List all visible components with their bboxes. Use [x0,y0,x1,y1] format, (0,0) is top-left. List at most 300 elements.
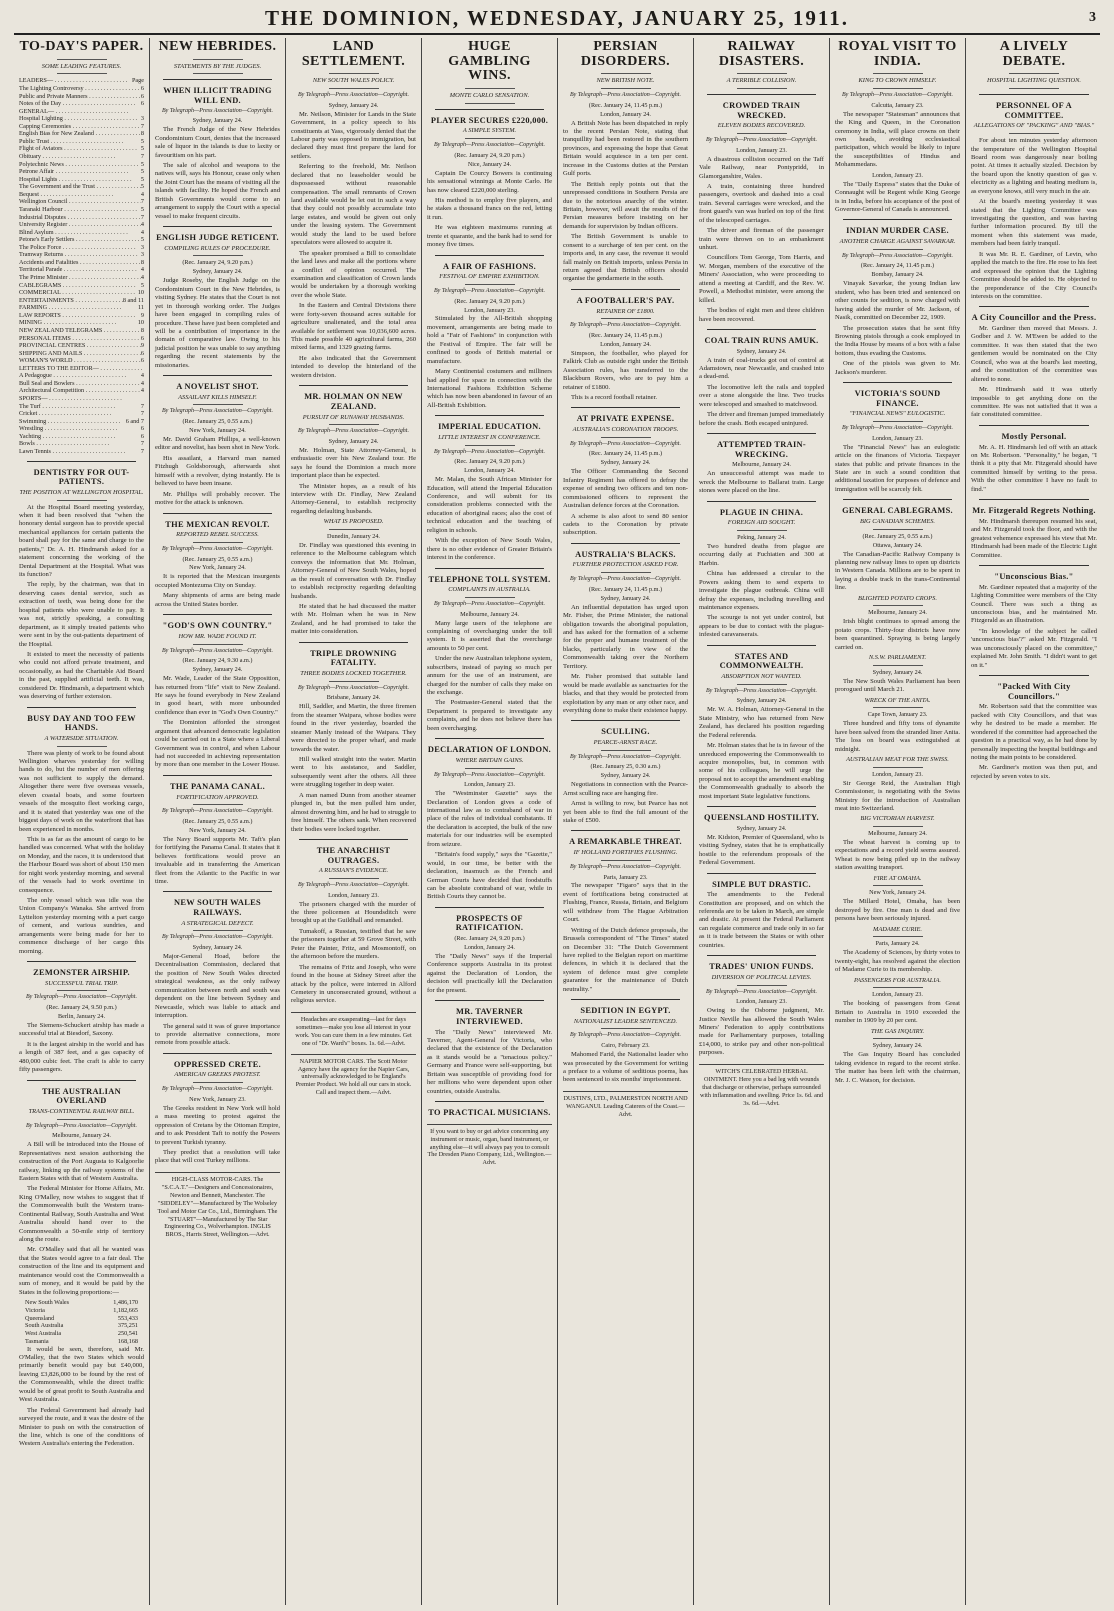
article-dateline: London, January 23. [872,171,923,179]
index-page: 5 [140,183,144,191]
article-byline: By Telegraph—Press Association—Copyright. [298,92,409,99]
index-label: Flight of Aviators . . . [19,145,141,153]
article-paragraph: The locomotive left the rails and toppled over a stone alongside the line. Two trucks were telescoped and smashed to matchwood. [699,383,824,408]
index-page: 7 [140,122,144,130]
article-headline: BUSY DAY AND TOO FEW HANDS. [27,713,136,733]
index-page: 7 [140,153,144,160]
index-label: Architectural Competition . . . [19,387,141,395]
article-subheadline: KING TO CROWN HIMSELF. [858,77,937,85]
article-paragraph: The New South Wales Parliament has been prorogued until March 21. [835,677,960,694]
index-label: Cricket . . . [19,410,141,418]
index-row [19,221,144,229]
article-dateline: London, January 24. [464,467,515,475]
article-subheadline: PURSUIT OF RUNAWAY HUSBANDS. [302,413,405,421]
article-dateline: Sydney, January 24. [192,944,243,952]
article-paragraph: At the Hospital Board meeting yesterday, when it had been resolved that "when the honorary dental surgeon has to provide special mechanical appliances for certain patients the board shall pay for the same and charge to the patients," Dr. A. H. Hindmarsh asked for a statement concerning the working of the Dental Department at the Hospital. What was its function? [19,503,144,578]
article-dateline: London, January 24. [600,340,651,348]
article-paragraph: The driver and fireman of the passenger train were thrown on to an embankment unhurt. [699,227,824,252]
article-dateline: Sydney, January 24. [600,459,651,467]
article-headline: SIMPLE BUT DRASTIC. [712,879,811,889]
article-paragraph: It was Mr. R. E. Gardiner, of Levin, who applied the match to the fire. He rose to his feet and expressed the opinion that the Lighting Committee should be added to. He objected to the preponderance of the City Council's interests on the committee. [971,250,1097,300]
article-subheadline: AUSTRALIA'S CORONATION TROOPS. [572,426,679,434]
article-dateline: (Rec. January 24, 11.45 p.m.) [588,101,663,109]
subhead-rule [329,681,379,682]
article-headline: GENERAL CABLEGRAMS. [842,506,953,516]
article-paragraph: They predict that a resolution will take place that will cost Turkey millions. [155,1148,280,1165]
article-dateline: (Rec. January 24, 9.20 p.m.) [182,259,253,267]
index-row [19,259,144,267]
article-headline: A REMARKABLE THREAT. [569,837,682,847]
article-subheadline: NEW BRITISH NOTE. [596,77,655,85]
column-headline: A LIVELY DEBATE. [999,39,1069,69]
index-page: 6 [140,357,144,365]
article-paragraph: Sir George Reid, the Australian High Commissioner, is negotiating with the Swiss Ministry for the introduction of Australian meat into Switzerland. [835,779,960,812]
table-value: 375,251 [117,1322,138,1330]
subhead-rule [193,644,243,645]
article-dateline: London, January 23. [872,770,923,778]
article-headline: PLAYER SECURES £220,000. [430,115,549,125]
section-rule [27,461,136,462]
headline-rule [193,59,243,60]
index-row [19,380,144,388]
article-paragraph: An unsuccessful attempt was made to wreck the Melbourne to Ballarat train. Large stones were placed on the line. [699,470,824,495]
index-row [19,274,144,282]
index-label: Yachting . . . [19,433,141,441]
article-paragraph: Under the new Australian telephone system, subscribers, instead of paying so much per annum for the use of an instrument, are charged for the number of calls they make on the exchange. [427,655,552,696]
section-rule [571,999,680,1000]
index-label: Lawn Tennis . . . [19,448,141,456]
index-page: 5 [140,236,144,244]
subhead-rule [737,985,787,986]
article-paragraph: The general said it was of grave importance to provide alternative connections, more remote from possible attack. [155,1022,280,1047]
subhead-rule [57,73,107,74]
article-paragraph: Arnst is willing to row, but Pearce has not yet been able to find the full amount of the stake of £500. [563,800,688,825]
subhead-rule [193,930,243,931]
article-dateline: Paris, January 24. [875,940,920,948]
article-paragraph: A scheme is also afoot to send 80 senior cadets to the Coronation by private subscription. [563,512,688,537]
article-paragraph: "In knowledge of the subject he called 'unconscious bias'?" asked Mr. Fitzgerald. "I was unconsciously placed on the committee," explained Mr. John Smith. "I didn't want to get on it." [971,627,1097,669]
subhead-rule [193,255,243,256]
article-headline: Mr. Fitzgerald Regrets Nothing. [972,506,1096,516]
section-rule [843,382,952,383]
article-byline: By Telegraph—Press Association—Copyright. [570,322,681,329]
article-headline: SEDITION IN EGYPT. [580,1006,671,1016]
article-headline: ENGLISH JUDGE RETICENT. [156,233,279,243]
index-page: 7 [140,440,144,448]
article-headline: INDIAN MURDER CASE. [846,226,949,236]
article-byline: By Telegraph—Press Association—Copyright. [162,647,273,654]
article-dateline: (Rec. January 24, 9.20 p.m.) [454,297,525,305]
article-dateline: Melbourne, January 24. [868,830,927,838]
index-page: 8 [140,258,144,266]
article-paragraph: The Canadian-Pacific Railway Company is planning new railway lines to open up districts in Western Canada. Millions are to be spent in laying a double track in the trans-Continental line. [835,550,960,592]
article-paragraph: A train of coal-trucks got out of control at Adamstown, near Newcastle, and crashed into a dead-end. [699,356,824,381]
article-subheadline: N.S.W. PARLIAMENT. [868,654,927,662]
subhead-rule [57,990,107,991]
index-row [19,418,144,426]
article-subheadline: ANOTHER CHARGE AGAINST SAVARKAR. [839,238,956,246]
article-dateline: London, January 24. [600,110,651,118]
index-label: Hospital Lighting . . . [19,115,141,123]
article-dateline: Berlin, January 24. [57,1013,106,1021]
subhead-rule [601,750,651,751]
article-paragraph: The prosecution states that he sent fifty Browning pistols through a cook employed in the India House by means of a box with a false bottom, thus evading the Customs. [835,324,960,357]
article-dateline: Calcutta, January 23. [871,101,924,109]
index-row [19,176,144,184]
index-label: The Lighting Controversy . . . [19,85,141,93]
article-subheadline: COMPLAINTS IN AUSTRALIA. [448,586,531,594]
article-paragraph: For about ten minutes yesterday afternoon the temperature of the Wellington Hospital Board room was dangerously near boiling point. At times it actually sizzled. Decision by the board upon the knotty question of gas v. electricity as a lighting and heating medium is, as everyone knows, still very much in the air. [971,137,1097,195]
article-headline: DECLARATION OF LONDON. [427,745,552,755]
article-dateline: (Rec. January 24, 9.20 p.m.) [454,458,525,466]
article-paragraph: Referring to the freehold, Mr. Neilson declared that no leaseholder would be dispossessed without reasonable compensation. The small remnants of Crown land available would be let out in such a way that they could not possibly accumulate into large estates, and would be given out only under the leasing system. The Government would study the land to be used before speculators were allowed to acquire it. [291,163,416,247]
index-row [19,229,144,237]
index-page: 8 [140,130,144,138]
article-dateline: London, January 23. [736,146,787,154]
article-paragraph: The only vessel which was idle was the Union Company's Wanaka. She arrived from Lyttelton yesterday morning with a part cargo of cement, and various sundries, and arrangements were being made for her to commence discharge of her cargo this morning. [19,897,144,955]
index-label: Obituary . . . [19,153,141,161]
index-page: 8 and 11 [122,296,144,304]
article-byline: By Telegraph—Press Association—Copyright. [26,994,137,1001]
index-page: 6 [140,100,144,108]
subhead-rule [601,860,651,861]
article-headline: NEW SOUTH WALES RAILWAYS. [173,898,262,918]
index-label: Hospital Lights . . . [19,176,141,184]
index-page: 6 and 7 [125,417,144,425]
article-paragraph: Judge Roseby, the English Judge on the Condominium Court in the New Hebrides, is visiting Sydney. He states that the Court is not yet in thorough working order. The Judges have been engaged in compiling rules of procedure. These have just been completed and will be a contribution of importance in the domain of comparative law. Owing to his judicial position he was unable to say anything regarding the recent statements by the missionaries. [155,277,280,369]
index-label: Capping Ceremonies . . . [19,123,141,131]
article-dateline: Cape Town, January 23. [867,711,928,719]
subhead-rule [873,885,923,886]
article-dateline: London, January 24. [464,944,515,952]
index-label: MINING . . . [19,319,138,327]
article-paragraph: "Britain's food supply," says the "Gazette," would, in our time, be better with the declaration, inasmuch as the French and German Courts have decided that foodstuffs can be absolute contraband of war, while in British Courts they cannot be. [427,851,552,901]
article-dateline: New York, January 24. [869,889,926,897]
index-label: Polytechnic News . . . [19,161,141,169]
article-paragraph: Mr. Hindmarsh thereupon resumed his seat, and Mr. Fitzgerald took the floor, and with the greatest vehemence expressed his view that Mr. Hindmarsh had been made of the Electric Light Committee. [971,517,1097,559]
article-paragraph: Many shipments of arms are being made across the United States border. [155,592,280,608]
subhead-rule [873,936,923,937]
advertisement: HIGH-CLASS MOTOR-CARS. The "S.C.A.T."—Designers and Concessionaires, Newton and Bennett, Manchester. The "SIDDELEY"—Manufactured by The Wolseley Tool and Motor Car Co., Ltd., Birmingham. The "STUART"—Manufactured by The Star Engineering Co., Wolverhampton. INGLIS BROS., Harris Street, Wellington.—Advt. [155,1172,280,1240]
index-label: The Police Force . . . [19,244,141,252]
index-label: Bequest . . . [19,191,141,199]
article-paragraph: Major-General Hoad, before the Decentralisation Commission, declared that the position of New South Wales directed strategical weakness, as the only railway communication between north and south was dependent on the line between Sydney and Newcastle, which was liable to attack and interruption. [155,953,280,1020]
article-paragraph: The "Financial News" has an eulogistic article on the finances of Victoria. Taxpayer states that public and private finances in the State are in such a sound condition that additional taxation for purposes of defence and immigration will be scarcely felt. [835,443,960,493]
article-paragraph: The French Judge of the New Hebrides Condominium Court, denies that the increased sale of liquor in the islands is due to laxity or favouritism on his part. [155,126,280,159]
article-headline: TO PRACTICAL MUSICIANS. [428,1108,551,1118]
section-rule [707,873,816,874]
index-page: 7 [140,410,144,418]
article-subheadline: LITTLE INTEREST IN CONFERENCE. [438,433,541,441]
section-rule [435,1101,544,1102]
article-paragraph: One of the pistols was given to Mr. Jackson's murderer. [835,360,960,376]
index-page: 7 [140,447,144,455]
index-label: PROVINCIAL CENTRES . . . [19,342,141,350]
index-row [19,312,144,320]
article-byline: By Telegraph—Press Association—Copyright. [434,142,545,149]
article-subheadline: DIVERSION OF POLITICAL LEVIES. [711,973,812,981]
subhead-rule [57,1119,107,1120]
article-subheadline: WRECK OF THE ANITA. [864,696,931,704]
article-dateline: Brisbane, January 24. [326,694,381,702]
section-rule [979,675,1089,676]
article-byline: By Telegraph—Press Association—Copyright. [706,137,817,144]
article-subheadline: WHERE BRITAIN GAINS. [455,756,524,764]
section-rule [299,385,408,386]
article-subheadline: BLIGHTED POTATO CROPS. [858,594,937,602]
article-dateline: (Rec. January 25, 0.55 a.m.) [182,555,253,563]
article-subheadline: FOREIGN AID SOUGHT. [727,519,796,527]
index-page: 4 [140,274,144,281]
index-page: 6 [140,432,144,440]
section-rule [843,219,952,220]
index-page: 3 [140,115,144,123]
article-paragraph: This is a record football retainer. [571,394,658,401]
index-row [19,327,144,335]
index-row [19,214,144,222]
article-paragraph: Mr. Phillips will probably recover. The motive for the attack is unknown. [155,490,280,507]
article-paragraph: The "Daily News" interviewed Mr. Taverner, Agent-General for Victoria, who declared that the existence of the Declaration as it stands would be a "tenacious policy." Germany and France were self-supporting, but Britain was susceptible of providing food for her millions who were dependent upon other countries, outside Australia. [427,1028,552,1095]
article-headline: ATTEMPTED TRAIN-WRECKING. [717,440,806,459]
article-dateline: Melbourne, January 24. [460,610,519,618]
index-page: 5 [140,175,144,183]
article-paragraph: The remains of Fritz and Joseph, who were found in the house at Sidney Street after the attack by the police, were interred in Alford Cemetery in unconsecrated ground, without a religious service. [291,963,416,1005]
headline-rule [1009,73,1059,74]
article-paragraph: It is the largest airship in the world and has a length of 387 feet, and a gas capacity of 480,000 cubic feet. The craft is able to carry fifty passengers. [19,1040,144,1074]
advertisement: DUSTIN'S, LTD., PALMERSTON NORTH AND WANGANUI. Leading Caterers of the Coast.—Advt. [563,1091,688,1119]
index-label: COMMERCIAL . . . [19,289,138,297]
article-paragraph: Mr. Malan, the South African Minister for Education, will attend the Imperial Education Conference, and will submit for its consideration problems connected with the education of aboriginal races; also the cost of technical education and the teaching of religion in schools. [427,476,552,534]
section-rule [571,289,680,290]
article-dateline: (Rec. January 24, 11.45 p.m.) [588,331,663,339]
section-rule [163,513,272,514]
article-paragraph: A Bill will be introduced into the House of Representatives next session authorising the construction of the Port Augusta to Kalgoorlie railway, linking up the railway systems of the Eastern States with that of Western Australia. [19,1141,144,1182]
article-paragraph: Mr. Gardiner repeated that a majority of the Lighting Committee were members of the City Council. There was such a thing as unconscious bias, and he maintained Mr. Fitzgerald as an illustration. [971,583,1097,625]
article-byline: By Telegraph—Press Association—Copyright. [570,576,681,583]
article-dateline: (Rec. January 24, 11.45 p.m.) [588,450,663,458]
article-paragraph: Mr. Fisher promised that suitable land would be made available as sanctuaries for the blacks, and that they would be protected from exploitation by any man or any other race, and everything done to make their existence happy. [563,673,688,714]
index-label: Tramway Returns . . . [19,251,141,259]
index-label: Petone's Early Settlers . . . [19,236,141,244]
article-subheadline: SUCCESSFUL TRIAL TRIP. [45,979,118,987]
article-paragraph: Hill, Saddler, and Martin, the three firemen from the steamer Waipara, whose bodies were found in the river yesterday, boarded the steamer Manly instead of the Waipara. They were directed to the proper wharf, and made towards the water. [291,703,416,753]
article-byline: By Telegraph—Press Association—Copyright. [162,934,273,941]
newspaper-page [14,38,1102,1605]
subhead-rule [465,445,515,446]
article-paragraph: The British Government is unable to consent to a surcharge of ten per cent. on the imports and, in any case, the revenue it would fall mainly on British imports, unless Persia in return agreed that British officers should organise the gendarmerie in the south. [563,233,688,283]
article-subheadline: IF HOLLAND FORTIFIES FLUSHING. [573,849,678,857]
index-label: Bull Seal and Bowlers . . . [19,380,141,388]
article-dateline: New York, January 23. [189,1095,246,1103]
article-headline: QUEENSLAND HOSTILITY. [704,813,819,823]
index-row [19,319,144,327]
table-label: Tasmania [25,1337,49,1345]
table-label: West Australia [25,1330,62,1338]
index-page: 8 [140,326,144,334]
article-subheadline: MONTE CARLO SENSATION. [449,92,530,100]
article-byline: By Telegraph—Press Association—Copyright. [842,92,953,99]
index-page: 6 [140,349,144,357]
index-row [19,236,144,244]
article-dateline: Melbourne, January 24. [868,609,927,617]
index-label: Accidents and Fatalities . . . [19,259,141,267]
article-paragraph: Negotiations in connection with the Pearce-Arnst sculling race are hanging fire. [563,781,688,797]
article-paragraph: A man named Dunn from another steamer plunged in, but the men pulled him under, almost drowning him, and he had to struggle to free himself. The others sank. When recovered their bodies were locked together. [291,791,416,833]
section-rule [163,775,272,776]
article-paragraph: The prisoners charged with the murder of the three policemen at Houndsditch were brought up at the Guildhall and remanded. [291,900,416,925]
article-paragraph: Mr. Wade, Leader of the State Opposition, has returned from "life" visit to New Zealand. He says he found everybody in New Zealand in good heart, with more unbounded confidence than ever in "God's Own Country." [155,675,280,716]
article-paragraph: A British Note has been dispatched in reply to the recent Persian Note, stating that tranquillity had been restored in the southern provinces, and expressing the hope that Great Britain would acquiesce in a ten per cent. increase in the Customs duties at the Persian Gulf ports. [563,119,688,178]
article-paragraph: With the exception of New South Wales, there is no other evidence of Greater Britain's interest in the conference. [427,537,552,562]
article-paragraph: The driver and fireman jumped immediately before the crash. Both escaped uninjured. [699,411,824,427]
column-2 [150,38,286,1605]
article-subheadline: HOW MR. WADE FOUND IT. [178,632,257,640]
masthead [14,6,1100,30]
index-label: FARMING . . . [19,304,138,312]
article-dateline: New York, January 24. [189,564,246,572]
article-headline: TELEPHONE TOLL SYSTEM. [428,574,551,584]
article-headline: A FAIR OF FASHIONS. [442,261,537,271]
article-paragraph: His method is to employ five players, and he stakes a thousand francs on the red, letting it run. [427,196,552,221]
advertisement: Headaches are exasperating—last for days sometimes—make you lose all interest in your work. You can cure them in a few minutes. Get one of "Dr. Ward's" boxes. 1s. 6d.—Advt. [291,1012,416,1048]
article-byline: By Telegraph—Press Association—Copyright. [842,252,953,259]
article-byline: By Telegraph—Press Association—Copyright. [570,753,681,760]
index-label: WOMAN'S WORLD . . . [19,357,141,365]
article-dateline: Sydney, January 24. [736,824,787,832]
subhead-rule [57,500,107,501]
article-paragraph: The Federal Government had already had surveyed the route, and it was the desire of the Minister to push on with the construction of the line, which is one of the conditions of Western Australia's entering the Federation. [19,1406,144,1448]
index-page: 4 [140,387,144,395]
section-rule [435,738,544,739]
index-label: Public Trust . . . [19,138,141,146]
index-page: 10 [137,289,144,297]
index-page: 3 [140,251,144,259]
article-paragraph: The Siemens-Schuckert airship has made a successful trial at Biesdorf, Saxony. [19,1021,144,1038]
article-dateline: London, January 23. [872,991,923,999]
article-dateline: Sydney, January 24. [600,772,651,780]
article-paragraph: The Postmaster-General stated that the Department is prepared to investigate any complaints, and he does not believe there has been overcharging. [427,699,552,732]
index-page: 5 [140,145,144,153]
article-subheadline: A WATERSIDE SITUATION. [44,734,119,742]
index-row [19,123,144,131]
article-subheadline: A STRATEGICAL DEFECT. [181,919,254,927]
article-headline: THE AUSTRALIAN OVERLAND [42,1086,121,1106]
index-page: 5 [140,137,144,145]
article-dateline: Sydney, January 24. [328,437,379,445]
section-rule [435,109,544,110]
index-page: 6 [140,425,144,433]
headline-rule [873,73,923,74]
subhead-rule [329,878,379,879]
table-value: 168,168 [117,1337,138,1345]
article-dateline: Dunedin, January 24. [327,533,380,541]
column-headline: LAND SETTLEMENT. [301,39,406,69]
article-subheadline: A RUSSIAN'S EVIDENCE. [318,867,389,875]
article-dateline: (Rec. January 24, 9.30 a.m.) [182,657,253,665]
index-label: LETTERS TO THE EDITOR— . . . [19,365,144,373]
index-page: 6 [140,334,144,342]
article-dateline: Sydney, January 24. [192,117,243,125]
subhead-rule [193,404,243,405]
headline-rule [601,73,651,74]
article-headline: WHEN ILLICIT TRADING WILL END. [163,86,272,106]
index-label: ENTERTAINMENTS . . . [19,297,123,305]
article-paragraph: It is reported that the Mexican insurgents occupied Montezuma City on Sunday. [155,573,280,589]
index-row [19,77,144,85]
index-row [19,350,144,358]
article-paragraph: He stated that he had discussed the matter with Mr. Holman when he was in New Zealand, and he had promised to take the matter into consideration. [291,603,416,636]
article-dateline: Cairo, February 23. [601,1042,650,1050]
article-subheadline: TRANS-CONTINENTAL RAILWAY BILL. [28,1107,135,1115]
article-paragraph: Many large users of the telephone are complaining of overcharging under the toll system. It is asserted that the overcharge amounts to 50 per cent. [427,619,552,652]
article-paragraph: Mahomed Farid, the Nationalist leader who was prosecuted by the Government for writing a preface to a volume of seditious poems, has been sentenced to six months' imprisonment. [563,1051,688,1084]
article-dateline: Sydney, January 24. [872,1042,923,1050]
section-rule [163,614,272,615]
subhead-rule [465,103,515,104]
index-label: Swimming . . . [19,418,126,426]
index-row [19,168,144,176]
article-paragraph: The British reply points out that the unrepressed conditions in Southern Persia are due to the notorious anarchy of the winter. Britain, however, will await the results of the Persian measures before insisting on her demands for supervision by Indian officers. [563,180,688,230]
index-row [19,448,144,456]
article-byline: By Telegraph—Press Association—Copyright. [162,408,273,415]
article-paragraph: Mr. Hindmarsh said it was utterly impossible to get anything done on the committee. He was not satisfied that it was a fair constituted committee. [971,386,1097,419]
features-index [19,77,144,455]
section-rule [979,499,1089,500]
article-headline: THE PANAMA CANAL. [170,781,265,791]
index-label: Petrone Affair . . . [19,168,141,176]
article-dateline: (Rec. January 24, 9.50 p.m.) [46,1004,117,1012]
index-row [19,410,144,418]
section-rule [571,407,680,408]
column-4 [422,38,558,1605]
article-subheadline: PASSENGERS FOR AUSTRALIA. [854,976,941,984]
section-rule [163,79,272,80]
subhead-rule [465,138,515,139]
article-byline: By Telegraph—Press Association—Copyright. [570,1032,681,1039]
index-page: 9 [140,342,144,350]
index-label: The Prime Minister . . . [19,274,141,282]
article-byline: By Telegraph—Press Association—Copyright. [434,287,545,294]
table-value: 553,433 [117,1314,138,1322]
column-8 [966,38,1102,1605]
table-row [19,1307,144,1315]
article-headline: PERSONNEL OF A COMMITTEE. [995,101,1073,120]
article-dateline: (Rec. January 25, 0.55 a.m.) [182,418,253,426]
index-label: Bowls . . . [19,440,141,448]
article-paragraph: China has addressed a circular to the Powers asking them to send experts to investigate the plague outbreak. China will defray the expenses, including travelling and maintenance expenses. [699,570,824,611]
article-paragraph: This is as far as the amount of cargo to be handled was concerned. What with the holiday on Monday, and the races, it is understood that the Harbour Board was short of about 150 men for night work yesterday morning, and several of the vessels had to work overtime in consequence. [19,835,144,894]
article-paragraph: The amendments to the Federal Constitution are proposed, and on which the referenda are to be taken in March, are simple and drastic. At present the Federal Parliament can regulate commerce and trade only in so far as it is trade between the States or with other countries. [699,891,824,949]
article-paragraph: Three hundred and fifty tons of dynamite have been salved from the stranded liner Anita. The loss on board was extinguished at midnight. [835,720,960,753]
article-paragraph: It existed to meet the necessity of patients who could not afford private treatment, and occasionally, as had the Charitable Aid Board in the past, supplied artificial teeth. It was, considered Dr. Hindmarsh, a department which was deserving of further extension. [19,650,144,701]
index-row [19,251,144,259]
article-dateline: Nice, January 24. [467,160,512,168]
subhead-rule [1009,133,1059,134]
article-byline: By Telegraph—Press Association—Copyright. [298,881,409,888]
article-paragraph: It would be seen, therefore, said Mr. O'Malley, that the two States which would primarily benefit would pay but £40,000, leaving £3,826,000 to be found by the rest of the Commonwealth, while the direct traffic would be of great profit to South Australia and West Australia. [19,1345,144,1404]
section-rule [163,226,272,227]
index-page: 6 [140,92,144,100]
subhead-rule [465,284,515,285]
section-rule [27,707,136,708]
section-rule [435,907,544,908]
subhead-rule [57,746,107,747]
article-paragraph: Mr. Neilson, Minister for Lands in the State Government, in a policy speech to his constituents at Yass, vigorously denied that the Labour party was opposed to immigration, but declared they must first prepare the land for settlers. [291,110,416,160]
index-page: 4 [140,266,144,274]
article-paragraph: The "Westminster Gazette" says the Declaration of London gives a code of international law as to contraband of war in place of the rules of individual combatants. If the declaration is accepted, the bulk of the raw materials for our industries will be exempted from seizure. [427,790,552,848]
index-row [19,403,144,411]
table-row [19,1299,144,1307]
